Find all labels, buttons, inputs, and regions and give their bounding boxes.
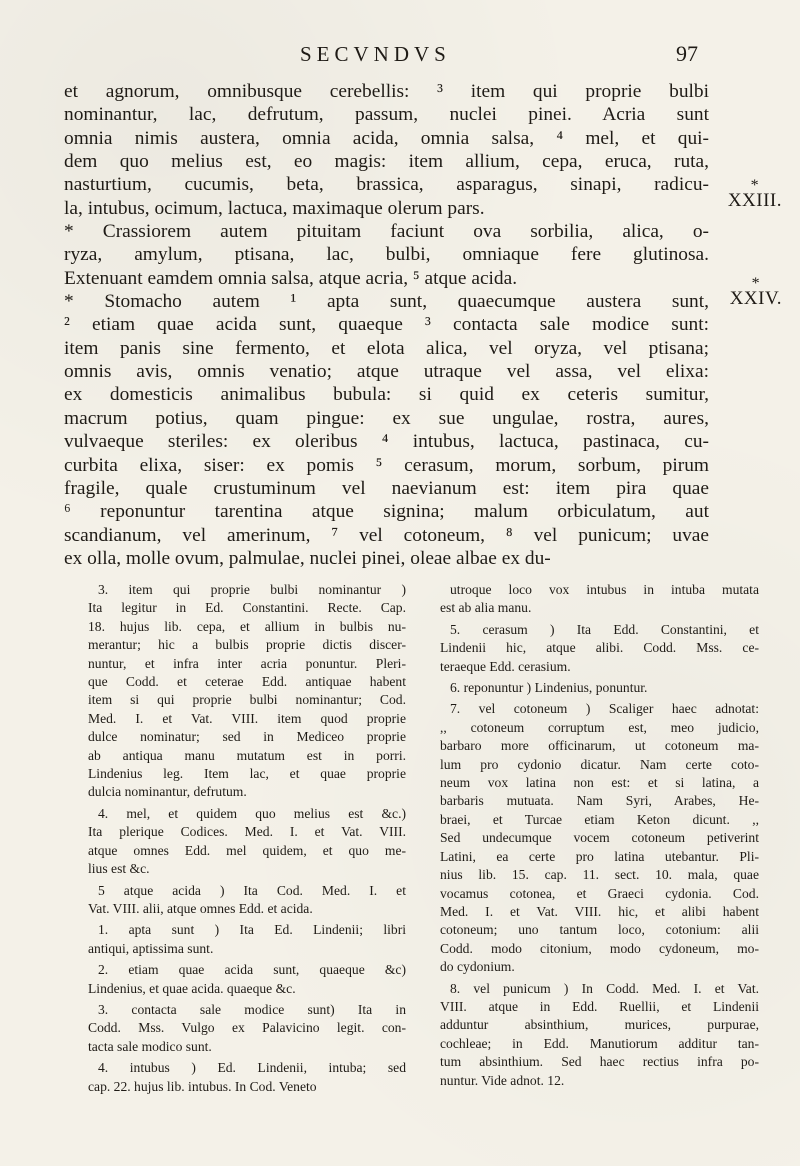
footnote-line: adduntur absinthium, murices, purpurae, <box>440 1017 759 1033</box>
footnote-line: 4. mel, et quidem quo melius est &c.) <box>98 805 406 821</box>
footnote-line: nius lib. 15. cap. 11. sect. 10. mala, quae <box>440 867 759 883</box>
margin-note-label: XXIII. <box>727 190 782 211</box>
margin-note-chapter-23 <box>728 178 782 210</box>
main-text-line: ryza, amylum, ptisana, lac, bulbi, omniaque fere glutinosa. <box>64 244 709 266</box>
footnote-line: cotoneum; uno tantum loco, cotonium: alii <box>440 922 759 938</box>
footnote-line: Latini, ea certe pro latina utebantur. Pli- <box>440 848 759 864</box>
footnote-line: dulce nominatur; sed in Mediceo proprie <box>88 729 406 745</box>
footnote-column-right <box>440 581 759 1099</box>
footnote-entry <box>88 882 406 919</box>
footnote-line: ab antiqua manu mutatum est in porri. <box>88 747 406 763</box>
main-text-line: dem quo melius est, eo magis: item allium, cepa, eruca, ruta, <box>64 151 709 173</box>
main-text-line: vulvaeque steriles: ex oleribus ⁴ intubus, lactuca, pastinaca, cu- <box>64 431 709 453</box>
footnote-line: braei, et Turcae etiam Keton dicunt. ,, <box>440 811 759 827</box>
footnote-entry <box>88 1001 406 1056</box>
footnote-line: 3. contacta sale modice sunt) Ita in <box>98 1001 406 1017</box>
footnote-entry <box>440 679 759 697</box>
footnote-line: Codd. modo citonium, modo cydoneum, mo- <box>440 940 759 956</box>
running-head: SECVNDVS <box>300 42 451 66</box>
main-text-line: * Stomacho autem ¹ apta sunt, quaecumque austera sunt, <box>64 291 709 313</box>
footnote-line: barbaro more officinarum, ut cotoneum ma- <box>440 738 759 754</box>
footnote-line: 8. vel punicum ) In Codd. Med. I. et Vat. <box>450 980 759 996</box>
margin-note-star: * <box>750 177 760 194</box>
main-text-line: curbita elixa, siser: ex pomis ⁵ cerasum, morum, sorbum, pirum <box>64 454 709 476</box>
footnote-line: tacta sale modico sunt. <box>88 1038 212 1054</box>
footnote-line: Lindenii hic, atque alibi. Codd. Mss. ce- <box>440 640 759 656</box>
footnote-line: item si qui proprie bulbi nominantur; Cod. <box>88 692 406 708</box>
footnote-entry <box>440 700 759 976</box>
footnote-entry <box>88 581 406 802</box>
footnote-entry <box>88 1059 406 1096</box>
main-text-line: omnis avis, omnis venatio; atque utraque vel assa, vel elixa: <box>64 361 709 383</box>
footnote-line: teraeque Edd. cerasium. <box>440 658 571 674</box>
footnote-line: lum pro cydonio dicatur. Nam certe coto- <box>440 756 759 772</box>
main-text-line: ⁶ reponuntur tarentina atque signina; malum orbiculatum, aut <box>64 501 709 523</box>
footnote-line: 3. item qui proprie bulbi nominantur ) <box>98 582 406 597</box>
footnote-entry <box>88 921 406 958</box>
footnote-line: Ita legitur in Ed. Constantini. Recte. Cap. <box>88 600 406 616</box>
footnote-line: nuntur, et infra inter acria ponuntur. Pleri- <box>88 655 406 671</box>
footnote-line: nuntur. Vide adnot. 12. <box>440 1072 565 1088</box>
footnote-line: utroque loco vox intubus in intuba mutata <box>450 582 759 597</box>
main-text-line: ex domesticis animalibus bubula: si quid ex ceteris sumitur, <box>64 384 709 406</box>
footnote-entry <box>440 621 759 676</box>
footnote-line: 2. etiam quae acida sunt, quaeque &c) <box>98 962 406 978</box>
footnote-line: vocamus cotonea, et Graeci cydonia. Cod. <box>440 885 759 901</box>
footnote-line: que Codd. et ceterae Edd. antiquae habent <box>88 674 406 690</box>
footnote-line: est ab alia manu. <box>440 600 532 616</box>
footnote-entry <box>440 581 759 618</box>
main-text-line: item panis sine fermento, et elota alica, vel oryza, vel ptisana; <box>64 337 709 359</box>
footnote-line: Ita plerique Codices. Med. I. et Vat. VIII. <box>88 824 406 840</box>
footnote-line: Med. I. et Vat. VIII. item quod proprie <box>88 710 406 726</box>
footnote-line: 1. apta sunt ) Ita Ed. Lindenii; libri <box>98 922 406 938</box>
margin-note-chapter-24 <box>730 276 782 308</box>
footnote-line: VIII. atque in Edd. Ruellii, et Lindenii <box>440 998 759 1014</box>
footnote-line: atque omnes Edd. mel quidem, et quo me- <box>88 842 406 858</box>
footnotes <box>88 581 759 1099</box>
main-text-line: macrum potius, quam pingue: ex sue ungulae, rostra, aures, <box>64 407 709 429</box>
main-text-line: la, intubus, ocimum, lactuca, maximaque olerum pars. <box>64 197 485 219</box>
footnote-line: 7. vel cotoneum ) Scaliger haec adnotat: <box>450 701 759 717</box>
margin-note-label: XXIV. <box>729 288 782 309</box>
footnote-line: cochleae; in Edd. Manutiorum additur tan- <box>440 1035 759 1051</box>
footnote-line: 6. reponuntur ) Lindenius, ponuntur. <box>450 680 648 696</box>
footnote-line: lius est &c. <box>88 861 150 877</box>
footnote-line: tum absinthium. Sed haec rectius infra po- <box>440 1054 759 1070</box>
main-text <box>64 80 709 570</box>
main-text-line: * Crassiorem autem pituitam faciunt ova sorbilia, alica, o- <box>64 221 709 243</box>
main-text-line: et agnorum, omnibusque cerebellis: ³ item qui proprie bulbi <box>64 81 709 102</box>
footnote-line: barbaris mutuata. Nam Syri, Arabes, He- <box>440 793 759 809</box>
footnote-line: neum vox latina non est: et si latina, a <box>440 775 759 791</box>
footnote-line: dulcia nominantur, defrutum. <box>88 784 247 800</box>
footnote-line: Vat. VIII. alii, atque omnes Edd. et acida. <box>88 900 313 916</box>
footnote-line: Lindenius, et quae acida. quaeque &c. <box>88 980 296 996</box>
footnote-line: 18. hujus lib. cepa, et allium in bulbis nu- <box>88 618 406 634</box>
footnote-line: Codd. Mss. Vulgo ex Palavicino legit. con- <box>88 1020 406 1036</box>
footnote-line: antiqui, aptissima sunt. <box>88 940 214 956</box>
footnote-entry <box>88 805 406 879</box>
footnote-line: 5 atque acida ) Ita Cod. Med. I. et <box>98 882 406 898</box>
footnote-entry <box>440 980 759 1090</box>
main-text-line: ² etiam quae acida sunt, quaeque ³ contacta sale modice sunt: <box>64 314 709 336</box>
main-text-line: fragile, quale crustuminum vel naevianum est: item pira quae <box>64 477 709 499</box>
footnote-column-left <box>88 581 406 1099</box>
footnote-entry <box>88 961 406 998</box>
footnote-line: 5. cerasum ) Ita Edd. Constantini, et <box>450 621 759 637</box>
main-text-line: nominantur, lac, defrutum, passum, nuclei pinei. Acria sunt <box>64 104 709 126</box>
footnote-line: cap. 22. hujus lib. intubus. In Cod. Veneto <box>88 1078 317 1094</box>
footnote-line: Med. I. et Vat. VIII. hic, et alibi habent <box>440 903 759 919</box>
footnote-line: ,, cotoneum corruptum est, meo judicio, <box>440 719 759 735</box>
page-number: 97 <box>676 41 698 66</box>
footnote-line: do cydonium. <box>440 959 515 975</box>
footnote-line: merantur; hic a bulbis proprie dictis discer- <box>88 637 406 653</box>
footnote-line: Lindenius leg. Item lac, et quae proprie <box>88 766 406 782</box>
main-text-line: nasturtium, cucumis, beta, brassica, asparagus, sinapi, radicu- <box>64 174 709 196</box>
footnote-line: 4. intubus ) Ed. Lindenii, intuba; sed <box>98 1060 406 1076</box>
footnote-line: Sed undecumque vocem cotoneum petiverint <box>440 830 759 846</box>
main-text-line: ex olla, molle ovum, palmulae, nuclei pinei, oleae albae ex du- <box>64 547 551 569</box>
margin-note-star: * <box>751 275 761 292</box>
main-text-line: Extenuant eamdem omnia salsa, atque acria, ⁵ atque acida. <box>64 267 518 289</box>
main-text-line: omnia nimis austera, omnia acida, omnia salsa, ⁴ mel, et qui- <box>64 127 709 149</box>
main-text-line: scandianum, vel amerinum, ⁷ vel cotoneum, ⁸ vel punicum; uvae <box>64 524 709 546</box>
